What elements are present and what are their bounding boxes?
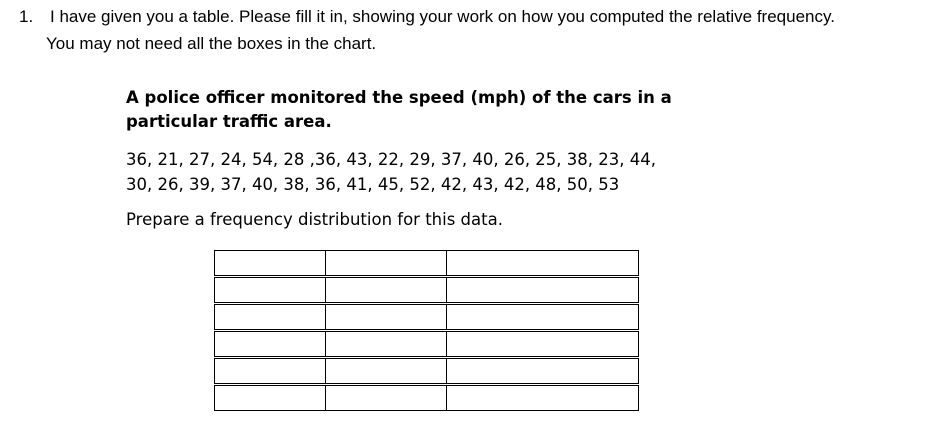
table-cell[interactable] — [215, 277, 326, 304]
frequency-table — [214, 250, 639, 411]
table-cell[interactable] — [326, 304, 447, 331]
question-number: 1. — [19, 7, 34, 26]
table-cell[interactable] — [215, 304, 326, 331]
table-cell[interactable] — [215, 331, 326, 358]
problem-title: A police officer monitored the speed (mph) of the cars in a particular traffic area. — [126, 88, 672, 131]
table-row — [215, 385, 639, 411]
table-cell[interactable] — [326, 251, 447, 277]
table-cell[interactable] — [326, 385, 447, 411]
speed-data-line-2: 30, 26, 39, 37, 40, 38, 36, 41, 45, 52, 42, 43, 42, 48, 50, 53 — [126, 175, 620, 194]
table-cell[interactable] — [215, 251, 326, 277]
speed-data — [126, 147, 696, 197]
speed-data-line-1: 36, 21, 27, 24, 54, 28 ,36, 43, 22, 29, 37, 40, 26, 25, 38, 23, 44, — [126, 150, 657, 169]
table-cell[interactable] — [326, 358, 447, 385]
table-row — [215, 358, 639, 385]
problem-box — [126, 86, 746, 232]
table-row — [215, 251, 639, 277]
question-text: I have given you a table. Please fill it in, showing your work on how you computed the relative frequency. You may not need all the boxes in the chart. — [46, 7, 835, 53]
table-cell[interactable] — [447, 304, 639, 331]
table-cell[interactable] — [326, 331, 447, 358]
table-cell[interactable] — [215, 358, 326, 385]
table-cell[interactable] — [447, 277, 639, 304]
table-cell[interactable] — [447, 385, 639, 411]
table-cell[interactable] — [447, 331, 639, 358]
table-row — [215, 304, 639, 331]
table-row — [215, 331, 639, 358]
table-row — [215, 277, 639, 304]
problem-instruction: Prepare a frequency distribution for this data. — [126, 210, 503, 229]
table-cell[interactable] — [215, 385, 326, 411]
table-cell[interactable] — [447, 358, 639, 385]
table-cell[interactable] — [326, 277, 447, 304]
table-cell[interactable] — [447, 251, 639, 277]
